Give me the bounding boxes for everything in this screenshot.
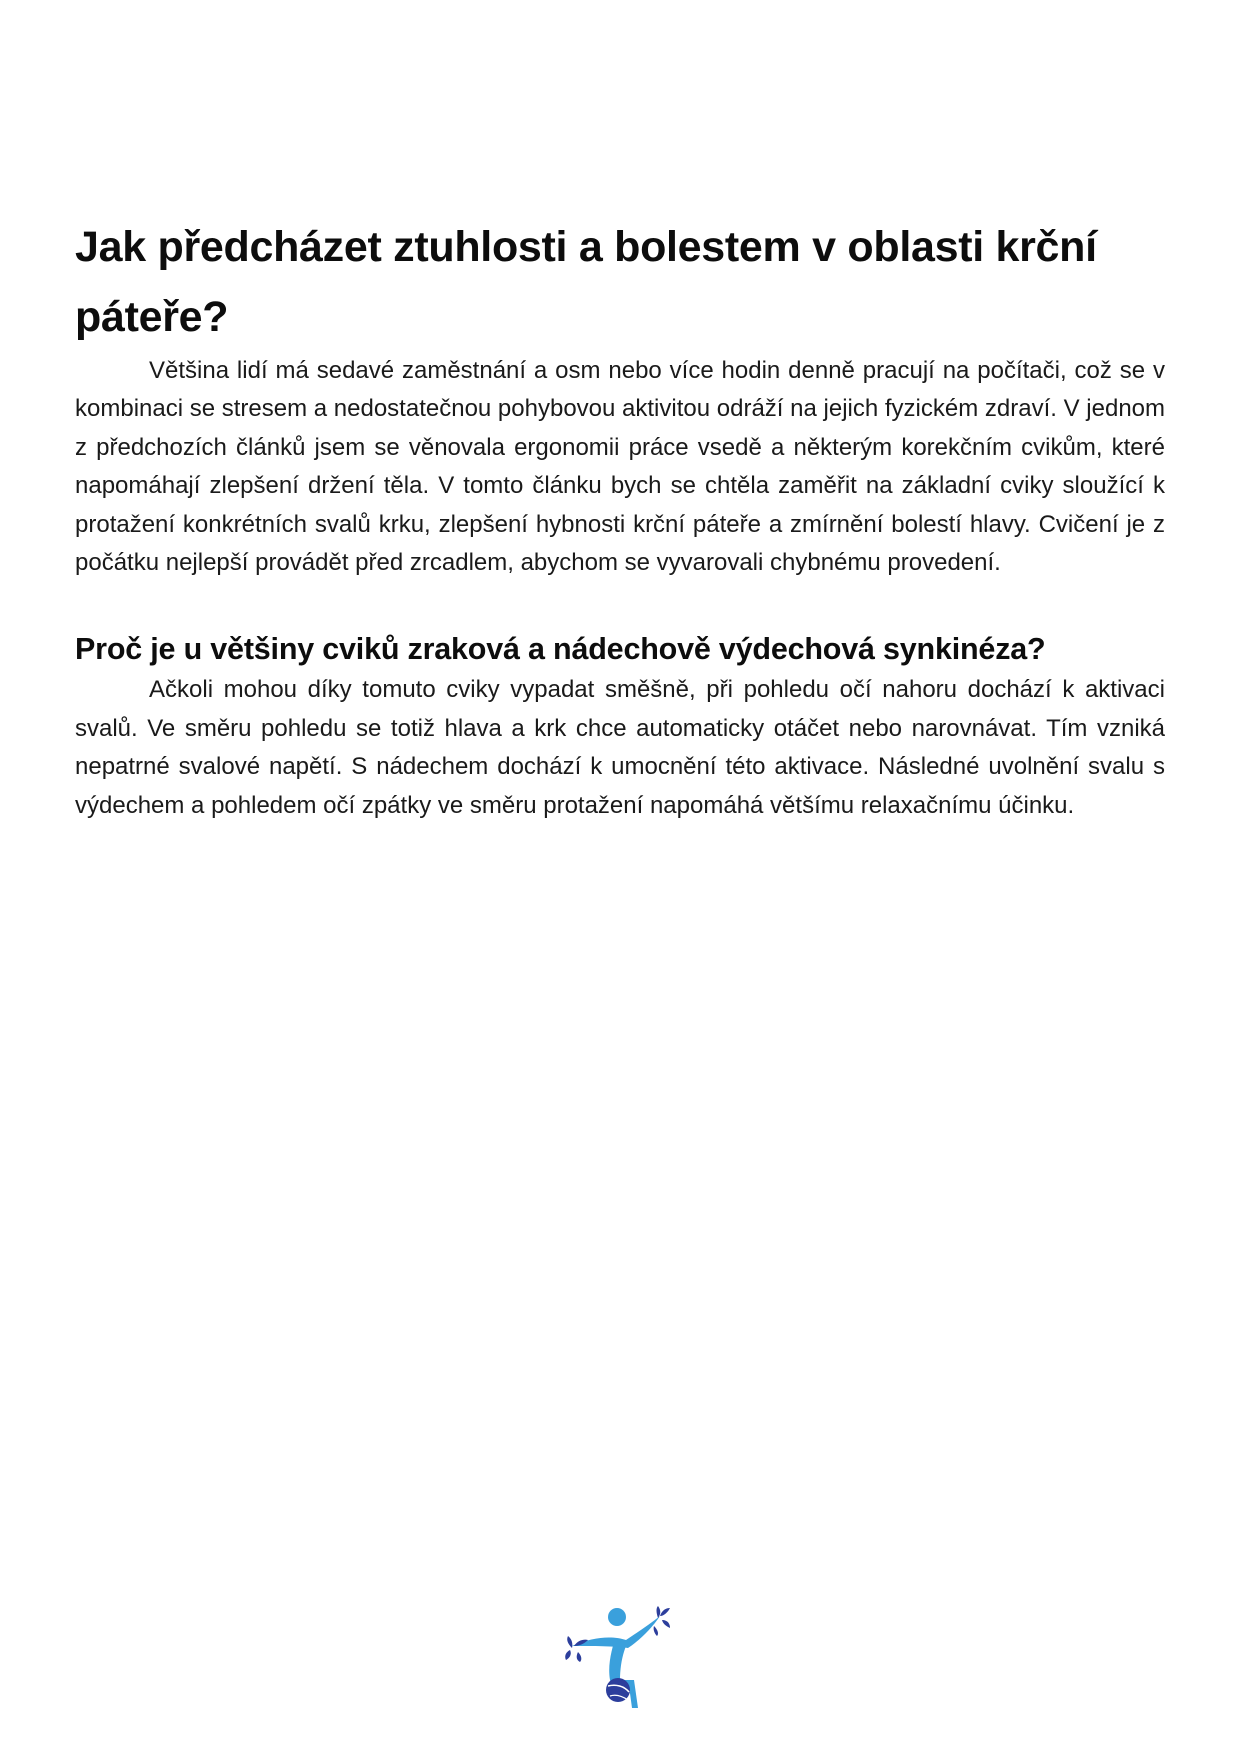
figure-on-ball-logo-icon [564,1606,672,1710]
section-paragraph: Ačkoli mohou díky tomuto cviky vypadat směšně, při pohledu očí nahoru dochází k aktivaci svalů. Ve směru pohledu se totiž hlava a krk chce automaticky otáčet nebo narovnávat. Tím vzniká nepatrné svalové napětí. S nádechem dochází k umocnění této aktivace. Následné uvolnění svalu s výdechem a pohledem očí zpátky ve směru protažení napomáhá většímu relaxačnímu účinku. [75,676,1165,819]
intro-paragraph: Většina lidí má sedavé zaměstnání a osm nebo více hodin denně pracují na počítači, což se v kombinaci se stresem a nedostatečnou pohybovou aktivitou odráží na jejich fyzickém zdraví. V jednom z předchozích článků jsem se věnovala ergonomii práce vsedě a některým korekčním cvikům, které napomáhají zlepšení držení těla. V tomto článku bych se chtěla zaměřit na základní cviky sloužící k protažení konkrétních svalů krku, zlepšení hybnosti krční páteře a zmírnění bolestí hlavy. Cvičení je z počátku nejlepší provádět před zrcadlem, abychom se vyvarovali chybnému provedení. [75,357,1165,577]
article-title: Jak předcházet ztuhlosti a bolestem v oblasti krční páteře? [75,223,1097,341]
article-body [75,212,1165,825]
section-heading: Proč je u většiny cviků zraková a nádechově výdechová synkinéza? [75,632,1046,667]
